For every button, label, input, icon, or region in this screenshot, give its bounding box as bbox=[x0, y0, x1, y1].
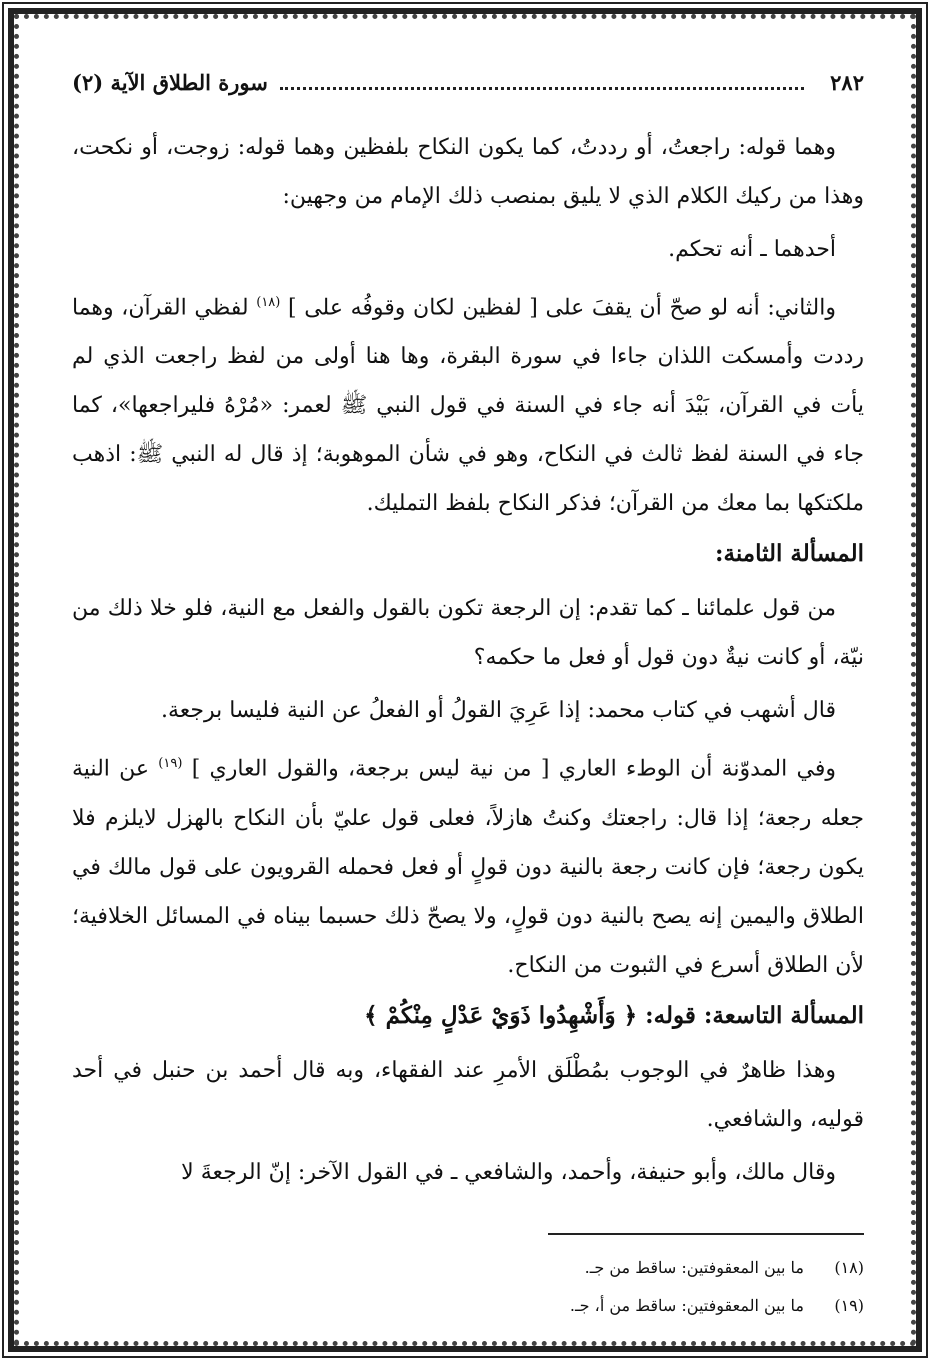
footnote-text: ما بين المعقوفتين: ساقط من أ، جـ. bbox=[569, 1295, 804, 1315]
heading-masala-9 bbox=[72, 994, 864, 1038]
paragraph-2: أحدهما ـ أنه تحكم. bbox=[668, 237, 836, 262]
heading-masala-8: المسألة الثامنة: bbox=[715, 540, 864, 568]
heading-masala-9-label: المسألة التاسعة: قوله: bbox=[645, 1001, 864, 1029]
paragraph-7: وهذا ظاهرٌ في الوجوب بمُطْلَق الأمرِ عند الفقهاء، وبه قال أحمد بن حنبل في أحد قوليه، والشافعي. bbox=[72, 1057, 864, 1132]
footnote-text: ما بين المعقوفتين: ساقط من جـ. bbox=[584, 1257, 804, 1277]
footnote-number: (١٩) bbox=[834, 1295, 864, 1315]
footnote-18 bbox=[72, 1249, 864, 1287]
page-content bbox=[72, 70, 864, 1325]
paragraph-3-part-b: لفظي القرآن، وهما رددت وأمسكت اللذان جاءا في سورة البقرة، وها هنا أولى من لفظ راجعت الذي لم يأت في القرآن، بَيْدَ أنه جاء في السنة في قول النبي ﷺ لعمر: «مُرْهُ فليراجعها»، كما جاء في السنة لفظ ثالث في النكاح، وهو في شأن الموهوبة؛ إذ قال له النبي ﷺ: اذهب ملكتكها بما معك من القرآن؛ فذكر النكاح بلفظ التمليك. bbox=[72, 295, 864, 517]
footnote-ref-18: (١٨) bbox=[256, 295, 281, 310]
paragraph-6-part-b: عن النية جعله رجعة؛ إذا قال: راجعتك وكنتُ هازلاً، فعلى قول عليّ بأن النكاح بالهزل لايلزم فلا يكون رجعة؛ فإن كانت رجعة بالنية دون قولٍ أو فعل فحمله القرويون على قول مالك في الطلاق واليمين إنه يصح بالنية دون قولٍ، ولا يصحّ ذلك حسبما بيناه في المسائل الخلافية؛ لأن الطلاق أسرع في الثبوت من النكاح. bbox=[72, 756, 864, 978]
footnote-ref-19: (١٩) bbox=[158, 756, 183, 772]
header-dot-leader bbox=[280, 73, 804, 90]
paragraph-8: وقال مالك، وأبو حنيفة، وأحمد، والشافعي ـ في القول الآخر: إنّ الرجعةَ لا bbox=[181, 1159, 836, 1185]
paragraph-6-part-a: وفي المدوّنة أن الوطء العاري [ من نية ليس برجعة، والقول العاري ] bbox=[191, 756, 836, 782]
paragraph-3 bbox=[72, 278, 864, 528]
footnote-separator bbox=[548, 1233, 864, 1235]
page-number: ٢٨٢ bbox=[830, 70, 864, 95]
running-title: سورة الطلاق الآية (٢) bbox=[72, 70, 268, 95]
paragraph-6 bbox=[72, 739, 864, 989]
paragraph-5: قال أشهب في كتاب محمد: إذا عَرِيَ القولُ أو الفعلُ عن النية فليسا برجعة. bbox=[161, 698, 836, 724]
page-header bbox=[72, 70, 864, 95]
quran-verse: ﴿ وَأَشْهِدُوا ذَوَيْ عَدْلٍ مِنْكُمْ ﴾ bbox=[364, 1001, 638, 1029]
footnote-19 bbox=[72, 1287, 864, 1325]
paragraph-1: وهما قوله: راجعتُ، أو رددتُ، كما يكون النكاح بلفظين وهما قوله: زوجت، أو نكحت، وهذا من ركيك الكلام الذي لا يليق بمنصب ذلك الإمام من وجهين: bbox=[72, 135, 864, 209]
footnote-number: (١٨) bbox=[834, 1257, 864, 1277]
paragraph-4: من قول علمائنا ـ كما تقدم: إن الرجعة تكون بالقول والفعل مع النية، فلو خلا ذلك من نيّة، أو كانت نيةٌ دون قول أو فعل ما حكمه؟ bbox=[72, 596, 864, 671]
paragraph-3-part-a: والثاني: أنه لو صحّ أن يقفَ على [ لفظين لكان وقوفُه على ] bbox=[288, 295, 836, 321]
